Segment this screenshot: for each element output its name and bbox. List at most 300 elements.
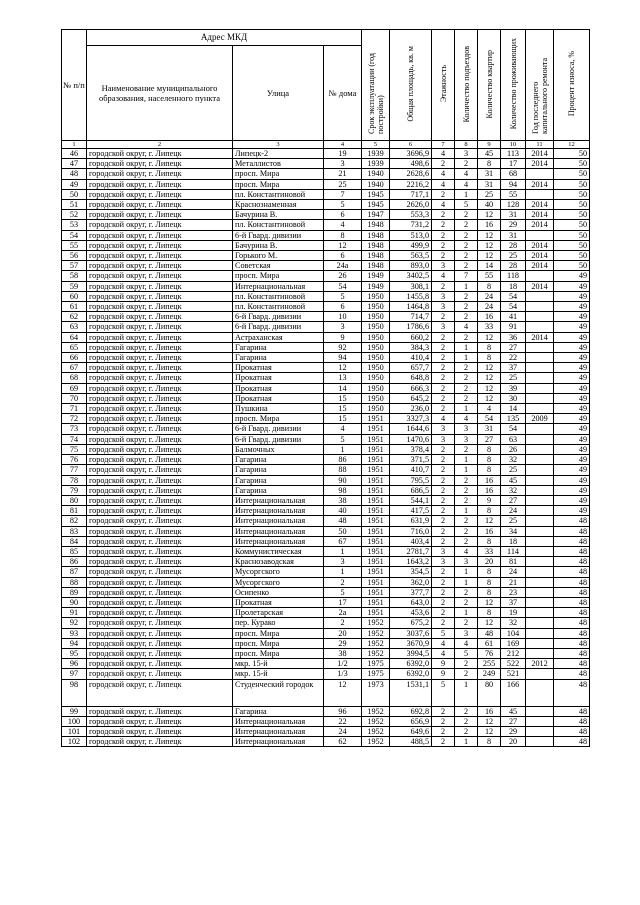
table-row xyxy=(62,220,590,230)
cell-entrances: 4 xyxy=(455,414,478,424)
cell-year: 1940 xyxy=(362,179,390,189)
cell-row-number: 80 xyxy=(62,495,87,505)
cell-repair-year xyxy=(526,506,554,516)
cell-row-number: 84 xyxy=(62,536,87,546)
cell-floors: 2 xyxy=(432,597,455,607)
cell-street: пл. Константиновой xyxy=(233,291,324,301)
cell-repair-year xyxy=(526,434,554,444)
cell-year: 1948 xyxy=(362,230,390,240)
cell-municipality: городской округ, г. Липецк xyxy=(87,465,233,475)
col-number: 1 xyxy=(62,141,87,149)
cell-floors: 2 xyxy=(432,485,455,495)
cell-apartments: 12 xyxy=(478,716,501,726)
cell-area: 378,4 xyxy=(390,444,432,454)
table-row xyxy=(62,444,590,454)
cell-area: 544,1 xyxy=(390,495,432,505)
cell-municipality: городской округ, г. Липецк xyxy=(87,546,233,556)
cell-row-number: 67 xyxy=(62,363,87,373)
cell-area: 2628,6 xyxy=(390,169,432,179)
cell-entrances: 1 xyxy=(455,577,478,587)
cell-apartments: 8 xyxy=(478,737,501,747)
cell-house: 5 xyxy=(324,587,362,597)
cell-area: 371,5 xyxy=(390,455,432,465)
table-body xyxy=(62,149,590,747)
col-number: 2 xyxy=(87,141,233,149)
table-row xyxy=(62,261,590,271)
cell-house: 24 xyxy=(324,726,362,736)
cell-street: просп. Мира xyxy=(233,628,324,638)
cell-entrances: 2 xyxy=(455,485,478,495)
cell-entrances: 1 xyxy=(455,608,478,618)
cell-street: Гагарина xyxy=(233,485,324,495)
cell-wear: 49 xyxy=(554,342,590,352)
cell-municipality: городской округ, г. Липецк xyxy=(87,159,233,169)
cell-row-number: 89 xyxy=(62,587,87,597)
cell-residents: 22 xyxy=(501,353,526,363)
cell-floors: 2 xyxy=(432,516,455,526)
cell-repair-year: 2014 xyxy=(526,261,554,271)
cell-area: 795,5 xyxy=(390,475,432,485)
table-row xyxy=(62,669,590,679)
cell-year: 1951 xyxy=(362,424,390,434)
table-row xyxy=(62,577,590,587)
cell-floors: 2 xyxy=(432,189,455,199)
cell-house: 5 xyxy=(324,434,362,444)
cell-wear: 49 xyxy=(554,424,590,434)
cell-year: 1951 xyxy=(362,455,390,465)
cell-wear: 48 xyxy=(554,648,590,658)
cell-house: 88 xyxy=(324,465,362,475)
col-number: 6 xyxy=(390,141,432,149)
housing-register-page xyxy=(61,29,589,747)
cell-year: 1951 xyxy=(362,557,390,567)
cell-house: 19 xyxy=(324,149,362,159)
cell-row-number: 47 xyxy=(62,159,87,169)
cell-area: 3402,5 xyxy=(390,271,432,281)
cell-apartments: 14 xyxy=(478,261,501,271)
cell-municipality: городской округ, г. Липецк xyxy=(87,322,233,332)
cell-street: Краснозаводская xyxy=(233,557,324,567)
cell-street: 6-й Гвард. дивизии xyxy=(233,424,324,434)
cell-house: 38 xyxy=(324,648,362,658)
cell-wear: 49 xyxy=(554,281,590,291)
cell-wear: 49 xyxy=(554,444,590,454)
cell-year: 1951 xyxy=(362,434,390,444)
cell-year: 1951 xyxy=(362,516,390,526)
cell-row-number: 100 xyxy=(62,716,87,726)
cell-floors: 2 xyxy=(432,608,455,618)
cell-residents: 68 xyxy=(501,169,526,179)
cell-municipality: городской округ, г. Липецк xyxy=(87,638,233,648)
cell-floors: 2 xyxy=(432,393,455,403)
cell-floors: 2 xyxy=(432,353,455,363)
cell-row-number: 53 xyxy=(62,220,87,230)
cell-house: 15 xyxy=(324,414,362,424)
cell-apartments: 31 xyxy=(478,179,501,189)
cell-house: 3 xyxy=(324,322,362,332)
cell-entrances: 2 xyxy=(455,526,478,536)
cell-entrances: 3 xyxy=(455,424,478,434)
cell-street: Осипенко xyxy=(233,587,324,597)
cell-entrances: 1 xyxy=(455,281,478,291)
cell-row-number: 86 xyxy=(62,557,87,567)
cell-municipality: городской округ, г. Липецк xyxy=(87,230,233,240)
cell-row-number: 50 xyxy=(62,189,87,199)
cell-area: 692,8 xyxy=(390,706,432,716)
cell-year: 1945 xyxy=(362,200,390,210)
cell-wear: 50 xyxy=(554,179,590,189)
cell-apartments: 8 xyxy=(478,159,501,169)
cell-residents: 21 xyxy=(501,577,526,587)
cell-repair-year xyxy=(526,363,554,373)
cell-street: Прокатная xyxy=(233,373,324,383)
cell-entrances: 2 xyxy=(455,261,478,271)
cell-municipality: городской округ, г. Липецк xyxy=(87,393,233,403)
cell-entrances: 2 xyxy=(455,659,478,669)
cell-year: 1950 xyxy=(362,332,390,342)
cell-apartments: 8 xyxy=(478,353,501,363)
cell-wear: 50 xyxy=(554,149,590,159)
cell-row-number: 82 xyxy=(62,516,87,526)
cell-house: 7 xyxy=(324,189,362,199)
cell-entrances: 5 xyxy=(455,648,478,658)
cell-year: 1948 xyxy=(362,251,390,261)
cell-residents: 20 xyxy=(501,737,526,747)
cell-area: 1455,8 xyxy=(390,291,432,301)
cell-row-number: 95 xyxy=(62,648,87,658)
cell-apartments: 8 xyxy=(478,536,501,546)
cell-apartments: 16 xyxy=(478,526,501,536)
table-row xyxy=(62,179,590,189)
cell-street: Интернациональная xyxy=(233,506,324,516)
cell-row-number: 97 xyxy=(62,669,87,679)
cell-municipality: городской округ, г. Липецк xyxy=(87,261,233,271)
cell-entrances: 2 xyxy=(455,706,478,716)
cell-street: Астраханская xyxy=(233,332,324,342)
table-row xyxy=(62,169,590,179)
cell-wear: 49 xyxy=(554,353,590,363)
cell-floors: 3 xyxy=(432,434,455,444)
cell-apartments: 12 xyxy=(478,393,501,403)
table-row xyxy=(62,434,590,444)
cell-residents: 25 xyxy=(501,516,526,526)
cell-apartments: 25 xyxy=(478,189,501,199)
table-row xyxy=(62,373,590,383)
cell-municipality: городской округ, г. Липецк xyxy=(87,363,233,373)
cell-floors: 2 xyxy=(432,383,455,393)
table-row xyxy=(62,302,590,312)
cell-residents: 25 xyxy=(501,251,526,261)
table-row xyxy=(62,648,590,658)
table-row xyxy=(62,659,590,669)
cell-house: 86 xyxy=(324,455,362,465)
cell-row-number: 49 xyxy=(62,179,87,189)
cell-row-number: 87 xyxy=(62,567,87,577)
cell-apartments: 8 xyxy=(478,455,501,465)
table-row xyxy=(62,322,590,332)
cell-street: просп. Мира xyxy=(233,169,324,179)
cell-year: 1951 xyxy=(362,526,390,536)
cell-street: 6-й Гвард. дивизии xyxy=(233,230,324,240)
cell-year: 1939 xyxy=(362,149,390,159)
cell-entrances: 3 xyxy=(455,628,478,638)
cell-house: 94 xyxy=(324,353,362,363)
cell-row-number: 96 xyxy=(62,659,87,669)
cell-street: 6-й Гвард. дивизии xyxy=(233,312,324,322)
cell-row-number: 66 xyxy=(62,353,87,363)
cell-wear: 50 xyxy=(554,169,590,179)
cell-area: 1464,8 xyxy=(390,302,432,312)
cell-floors: 2 xyxy=(432,363,455,373)
cell-apartments: 54 xyxy=(478,414,501,424)
cell-entrances: 2 xyxy=(455,669,478,679)
cell-municipality: городской округ, г. Липецк xyxy=(87,404,233,414)
cell-row-number: 91 xyxy=(62,608,87,618)
cell-entrances: 2 xyxy=(455,716,478,726)
cell-area: 1643,2 xyxy=(390,557,432,567)
cell-floors: 2 xyxy=(432,332,455,342)
cell-residents: 91 xyxy=(501,322,526,332)
col-number: 8 xyxy=(455,141,478,149)
cell-street: Мусоргского xyxy=(233,567,324,577)
header-row-number: № п/п xyxy=(62,30,87,141)
cell-year: 1951 xyxy=(362,587,390,597)
cell-row-number: 78 xyxy=(62,475,87,485)
cell-row-number: 76 xyxy=(62,455,87,465)
table-row xyxy=(62,189,590,199)
cell-street: пл. Константиновой xyxy=(233,220,324,230)
cell-floors: 2 xyxy=(432,506,455,516)
cell-repair-year xyxy=(526,271,554,281)
cell-municipality: городской округ, г. Липецк xyxy=(87,424,233,434)
cell-municipality: городской округ, г. Липецк xyxy=(87,455,233,465)
cell-floors: 4 xyxy=(432,179,455,189)
cell-wear: 49 xyxy=(554,485,590,495)
cell-year: 1940 xyxy=(362,169,390,179)
cell-entrances: 3 xyxy=(455,149,478,159)
cell-residents: 113 xyxy=(501,149,526,159)
cell-street: Бачурина В. xyxy=(233,240,324,250)
cell-area: 666,3 xyxy=(390,383,432,393)
cell-floors: 2 xyxy=(432,240,455,250)
cell-house: 8 xyxy=(324,230,362,240)
cell-row-number: 65 xyxy=(62,342,87,352)
cell-municipality: городской округ, г. Липецк xyxy=(87,240,233,250)
cell-area: 675,2 xyxy=(390,618,432,628)
cell-street: Гагарина xyxy=(233,353,324,363)
cell-apartments: 16 xyxy=(478,475,501,485)
cell-area: 645,2 xyxy=(390,393,432,403)
cell-residents: 37 xyxy=(501,597,526,607)
cell-area: 731,2 xyxy=(390,220,432,230)
cell-wear: 48 xyxy=(554,716,590,726)
cell-area: 3994,5 xyxy=(390,648,432,658)
cell-floors: 2 xyxy=(432,536,455,546)
cell-apartments: 12 xyxy=(478,618,501,628)
cell-area: 513,0 xyxy=(390,230,432,240)
cell-residents: 45 xyxy=(501,706,526,716)
cell-residents: 521 xyxy=(501,669,526,679)
cell-repair-year: 2014 xyxy=(526,332,554,342)
cell-floors: 4 xyxy=(432,200,455,210)
table-row xyxy=(62,638,590,648)
cell-year: 1975 xyxy=(362,669,390,679)
cell-wear: 48 xyxy=(554,536,590,546)
cell-street: 6-й Гвард. дивизии xyxy=(233,322,324,332)
cell-street: Интернациональная xyxy=(233,526,324,536)
cell-repair-year: 2014 xyxy=(526,149,554,159)
cell-repair-year: 2014 xyxy=(526,179,554,189)
table-row xyxy=(62,546,590,556)
table-row xyxy=(62,240,590,250)
table-row xyxy=(62,485,590,495)
cell-wear: 48 xyxy=(554,659,590,669)
cell-repair-year xyxy=(526,291,554,301)
cell-wear: 50 xyxy=(554,261,590,271)
cell-residents: 27 xyxy=(501,716,526,726)
cell-area: 2626,0 xyxy=(390,200,432,210)
cell-wear: 48 xyxy=(554,567,590,577)
table-row xyxy=(62,342,590,352)
cell-entrances: 2 xyxy=(455,230,478,240)
cell-municipality: городской округ, г. Липецк xyxy=(87,475,233,485)
header-area: Общая площадь, кв. м xyxy=(390,30,432,141)
cell-wear: 49 xyxy=(554,373,590,383)
cell-row-number: 98 xyxy=(62,679,87,706)
cell-municipality: городской округ, г. Липецк xyxy=(87,179,233,189)
cell-street: Прокатная xyxy=(233,597,324,607)
cell-floors: 4 xyxy=(432,414,455,424)
cell-entrances: 2 xyxy=(455,220,478,230)
cell-repair-year xyxy=(526,444,554,454)
table-row xyxy=(62,726,590,736)
cell-house: 13 xyxy=(324,373,362,383)
cell-street: просп. Мира xyxy=(233,638,324,648)
cell-street: Горького М. xyxy=(233,251,324,261)
cell-area: 648,8 xyxy=(390,373,432,383)
cell-year: 1951 xyxy=(362,485,390,495)
cell-house: 24а xyxy=(324,261,362,271)
cell-wear: 48 xyxy=(554,546,590,556)
table-row xyxy=(62,706,590,716)
cell-residents: 522 xyxy=(501,659,526,669)
cell-house: 4 xyxy=(324,220,362,230)
cell-area: 308,1 xyxy=(390,281,432,291)
cell-wear: 48 xyxy=(554,737,590,747)
cell-year: 1951 xyxy=(362,444,390,454)
cell-house: 6 xyxy=(324,251,362,261)
cell-residents: 19 xyxy=(501,608,526,618)
table-row xyxy=(62,383,590,393)
cell-house: 1 xyxy=(324,546,362,556)
cell-residents: 114 xyxy=(501,546,526,556)
cell-street: 6-й Гвард. дивизии xyxy=(233,434,324,444)
cell-municipality: городской округ, г. Липецк xyxy=(87,373,233,383)
cell-wear: 49 xyxy=(554,506,590,516)
cell-year: 1948 xyxy=(362,220,390,230)
table-row xyxy=(62,414,590,424)
cell-wear: 48 xyxy=(554,516,590,526)
cell-row-number: 75 xyxy=(62,444,87,454)
cell-municipality: городской округ, г. Липецк xyxy=(87,210,233,220)
cell-apartments: 24 xyxy=(478,291,501,301)
cell-area: 656,9 xyxy=(390,716,432,726)
cell-floors: 2 xyxy=(432,404,455,414)
cell-entrances: 2 xyxy=(455,726,478,736)
cell-floors: 2 xyxy=(432,210,455,220)
cell-area: 563,5 xyxy=(390,251,432,261)
cell-entrances: 7 xyxy=(455,271,478,281)
cell-house: 12 xyxy=(324,240,362,250)
cell-wear: 49 xyxy=(554,322,590,332)
cell-wear: 48 xyxy=(554,618,590,628)
cell-area: 499,9 xyxy=(390,240,432,250)
cell-municipality: городской округ, г. Липецк xyxy=(87,737,233,747)
cell-area: 6392,0 xyxy=(390,669,432,679)
cell-repair-year: 2014 xyxy=(526,281,554,291)
cell-row-number: 56 xyxy=(62,251,87,261)
cell-house: 98 xyxy=(324,485,362,495)
cell-area: 3037,6 xyxy=(390,628,432,638)
cell-year: 1975 xyxy=(362,659,390,669)
cell-row-number: 71 xyxy=(62,404,87,414)
cell-municipality: городской округ, г. Липецк xyxy=(87,706,233,716)
cell-residents: 32 xyxy=(501,455,526,465)
cell-wear: 48 xyxy=(554,587,590,597)
cell-year: 1948 xyxy=(362,240,390,250)
cell-floors: 2 xyxy=(432,737,455,747)
header-apartments: Количество квартир xyxy=(478,30,501,141)
cell-residents: 81 xyxy=(501,557,526,567)
table-row xyxy=(62,597,590,607)
col-number: 10 xyxy=(501,141,526,149)
cell-residents: 31 xyxy=(501,230,526,240)
cell-entrances: 1 xyxy=(455,679,478,706)
cell-house: 3 xyxy=(324,557,362,567)
cell-wear: 49 xyxy=(554,393,590,403)
cell-year: 1952 xyxy=(362,737,390,747)
table-row xyxy=(62,312,590,322)
cell-wear: 48 xyxy=(554,577,590,587)
cell-residents: 166 xyxy=(501,679,526,706)
cell-wear: 48 xyxy=(554,706,590,716)
cell-residents: 135 xyxy=(501,414,526,424)
col-number: 7 xyxy=(432,141,455,149)
cell-municipality: городской округ, г. Липецк xyxy=(87,726,233,736)
cell-municipality: городской округ, г. Липецк xyxy=(87,618,233,628)
cell-street: Пролетарская xyxy=(233,608,324,618)
cell-entrances: 2 xyxy=(455,373,478,383)
cell-year: 1951 xyxy=(362,414,390,424)
cell-municipality: городской округ, г. Липецк xyxy=(87,220,233,230)
cell-residents: 54 xyxy=(501,291,526,301)
cell-area: 403,4 xyxy=(390,536,432,546)
cell-residents: 18 xyxy=(501,536,526,546)
cell-house: 25 xyxy=(324,179,362,189)
cell-municipality: городской округ, г. Липецк xyxy=(87,312,233,322)
cell-apartments: 76 xyxy=(478,648,501,658)
cell-entrances: 2 xyxy=(455,251,478,261)
cell-municipality: городской округ, г. Липецк xyxy=(87,495,233,505)
cell-entrances: 2 xyxy=(455,383,478,393)
cell-entrances: 1 xyxy=(455,737,478,747)
cell-year: 1951 xyxy=(362,577,390,587)
cell-area: 660,2 xyxy=(390,332,432,342)
cell-municipality: городской округ, г. Липецк xyxy=(87,414,233,424)
cell-entrances: 3 xyxy=(455,557,478,567)
cell-repair-year xyxy=(526,679,554,706)
cell-municipality: городской округ, г. Липецк xyxy=(87,628,233,638)
